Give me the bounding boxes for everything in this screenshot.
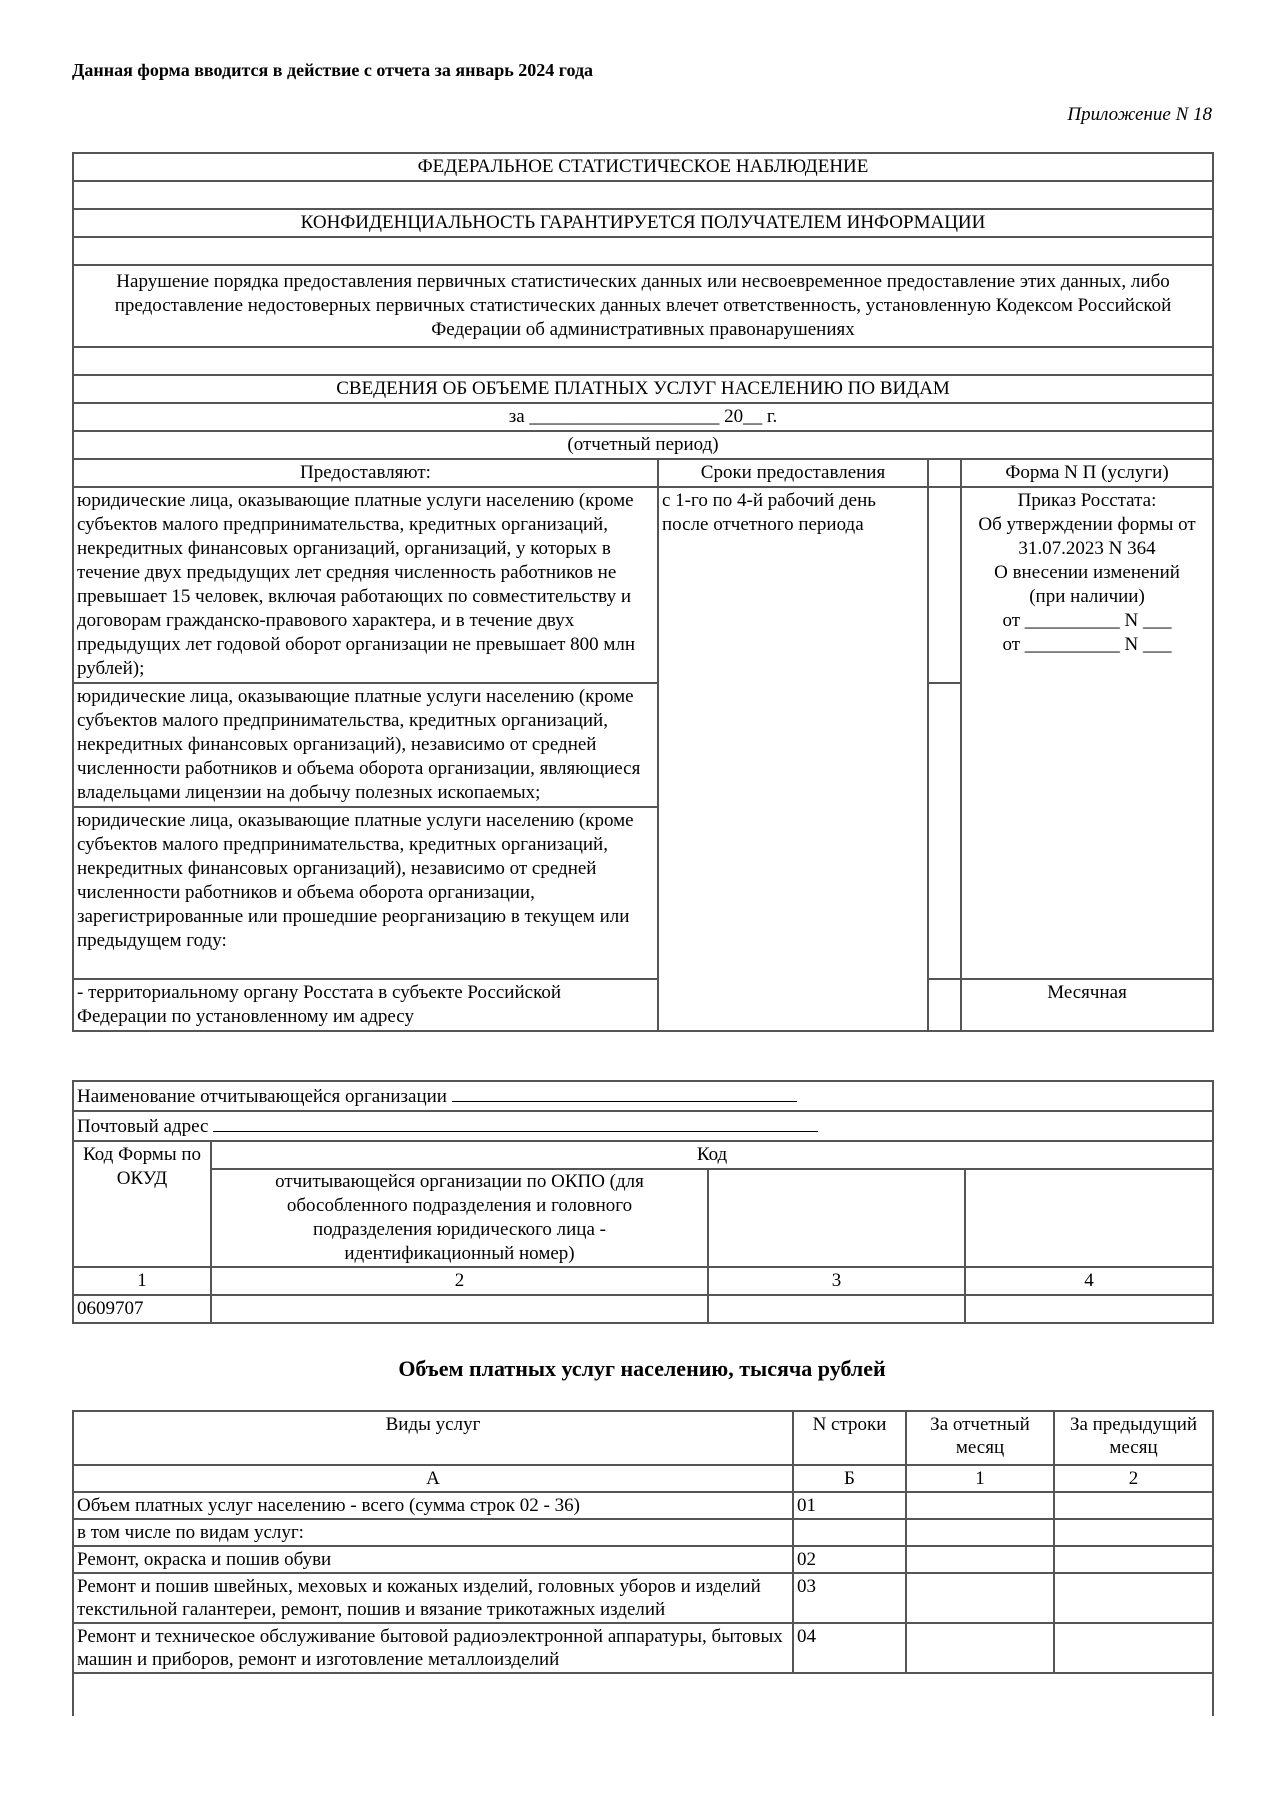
previous-month-cell[interactable] [1054,1546,1213,1573]
order-block [961,487,1213,979]
line-number: 01 [793,1492,906,1519]
col-letter: А [73,1465,793,1492]
col-deadline-header: Сроки предоставления [658,459,928,487]
org-table [72,1080,1214,1324]
table-row [73,1492,1213,1519]
address-field[interactable] [213,1113,818,1132]
col-provide-header: Предоставляют: [73,459,658,487]
spacer-row [73,181,1213,209]
order-line: от __________ N ___ [1002,610,1172,631]
order-line: (при наличии) [1029,586,1145,607]
table-row [73,1519,1213,1546]
col-letter: 2 [1054,1465,1213,1492]
effective-note: Данная форма вводится в действие с отчета за январь 2024 года [72,60,594,80]
line-number: 02 [793,1546,906,1573]
col-number: 3 [708,1267,965,1295]
address-label: Почтовый адрес [77,1116,209,1137]
services-table [72,1410,1214,1716]
confidential-title: КОНФИДЕНЦИАЛЬНОСТЬ ГАРАНТИРУЕТСЯ ПОЛУЧАТЕЛЕМ ИНФОРМАЦИИ [73,209,1213,237]
service-name: Ремонт и техническое обслуживание бытовой радиоэлектронной аппаратуры, бытовых машин и приборов, ремонт и изготовление металлоизделий [73,1623,793,1673]
current-month-cell[interactable] [906,1492,1054,1519]
service-name: Ремонт, окраска и пошив обуви [73,1546,793,1573]
provider-item-2: юридические лица, оказывающие платные услуги населению (кроме субъектов малого предпринимательства, кредитных организаций, некредитных финансовых организаций), независимо от средней численности работников и объема оборота организации, являющиеся владельцами лицензии на добычу полезных ископаемых; [73,683,658,807]
address-row [73,1111,1213,1141]
header-table [72,152,1214,1032]
provider-item-4: - территориальному органу Росстата в субъекте Российской Федерации по установленному им адресу [73,979,658,1031]
order-line: О внесении изменений [994,562,1180,583]
table-row [73,1623,1213,1673]
table-row [73,1546,1213,1573]
col-form-header: Форма N П (услуги) [961,459,1213,487]
col-number: 2 [211,1267,708,1295]
col-number: 1 [73,1267,211,1295]
blank-cell [928,487,961,683]
service-name: Ремонт и пошив швейных, меховых и кожаных изделий, головных уборов и изделий текстильной галантереи, ремонт, пошив и вязание трикотажных изделий [73,1573,793,1623]
line-number: 04 [793,1623,906,1673]
col-letter: Б [793,1465,906,1492]
blank-cell [928,979,961,1031]
order-line: от __________ N ___ [1002,634,1172,655]
service-name: Объем платных услуг населению - всего (сумма строк 02 - 36) [73,1492,793,1519]
blank-cell [965,1169,1213,1267]
org-name-row [73,1081,1213,1111]
blank-cell [928,459,961,487]
provider-item-3: юридические лица, оказывающие платные услуги населению (кроме субъектов малого предпринимательства, кредитных организаций, некредитных финансовых организаций), независимо от средней численности работников и объема оборота организации, зарегистрированные или прошедшие реорганизацию в текущем или предыдущем году: [73,807,658,979]
deadline-text: с 1-го по 4-й рабочий день после отчетного периода [658,487,928,1031]
previous-month-cell[interactable] [1054,1492,1213,1519]
code-field-3[interactable] [708,1295,965,1323]
table-continuation [73,1673,1213,1716]
previous-month-cell[interactable] [1054,1573,1213,1623]
service-name: в том числе по видам услуг: [73,1519,793,1546]
order-line: Приказ Росстата: [1017,490,1157,511]
previous-month-cell[interactable] [1054,1623,1213,1673]
current-month-cell[interactable] [906,1573,1054,1623]
current-month-cell[interactable] [906,1546,1054,1573]
header-services: Виды услуг [73,1411,793,1465]
current-month-cell[interactable] [906,1623,1054,1673]
header-previous-month: За предыдущий месяц [1054,1411,1213,1465]
org-name-field[interactable] [452,1083,797,1102]
okud-code: 0609707 [73,1295,211,1323]
line-number: 03 [793,1573,906,1623]
appendix-label: Приложение N 18 [1067,104,1212,125]
previous-month-cell[interactable] [1054,1519,1213,1546]
line-number [793,1519,906,1546]
blank-cell [928,683,961,979]
period-line: за ____________________ 20__ г. [73,403,1213,431]
violation-text: Нарушение порядка предоставления первичных статистических данных или несвоевременное предоставление этих данных, либо предоставление недостоверных первичных статистических данных влечет ответственность, установленную Кодексом Российской Федерации об административных правонарушениях [73,265,1213,347]
period-caption: (отчетный период) [73,431,1213,459]
col-number: 4 [965,1267,1213,1295]
header-line-number: N строки [793,1411,906,1465]
federal-title: ФЕДЕРАЛЬНОЕ СТАТИСТИЧЕСКОЕ НАБЛЮДЕНИЕ [73,153,1213,181]
header-current-month: За отчетный месяц [906,1411,1054,1465]
okpo-field[interactable] [211,1295,708,1323]
services-title: Объем платных услуг населению, тысяча рублей [398,1356,886,1381]
report-title: СВЕДЕНИЯ ОБ ОБЪЕМЕ ПЛАТНЫХ УСЛУГ НАСЕЛЕНИЮ ПО ВИДАМ [73,375,1213,403]
order-line: Об утверждении формы от [978,514,1196,535]
current-month-cell[interactable] [906,1519,1054,1546]
code-label: Код [211,1141,1213,1169]
blank-cell [708,1169,965,1267]
provider-item-1: юридические лица, оказывающие платные услуги населению (кроме субъектов малого предпринимательства, кредитных организаций, некредитных финансовых организаций, организаций, у которых в течение двух предыдущих лет средняя численность работников не превышает 15 человек, включая работающих по совместительству и договорам гражданско-правового характера, и в течение двух предыдущих лет годовой оборот организации не превышает 800 млн рублей); [73,487,658,683]
periodicity: Месячная [961,979,1213,1031]
code-field-4[interactable] [965,1295,1213,1323]
table-row [73,1573,1213,1623]
spacer-row [73,237,1213,265]
org-name-label: Наименование отчитывающейся организации [77,1086,447,1107]
spacer-row [73,347,1213,375]
okpo-label: отчитывающейся организации по ОКПО (для обособленного подразделения и головного подразделения юридического лица - идентификационный номер) [211,1169,708,1267]
order-line: 31.07.2023 N 364 [1018,538,1156,559]
okud-label: Код Формы по ОКУД [73,1141,211,1267]
col-letter: 1 [906,1465,1054,1492]
